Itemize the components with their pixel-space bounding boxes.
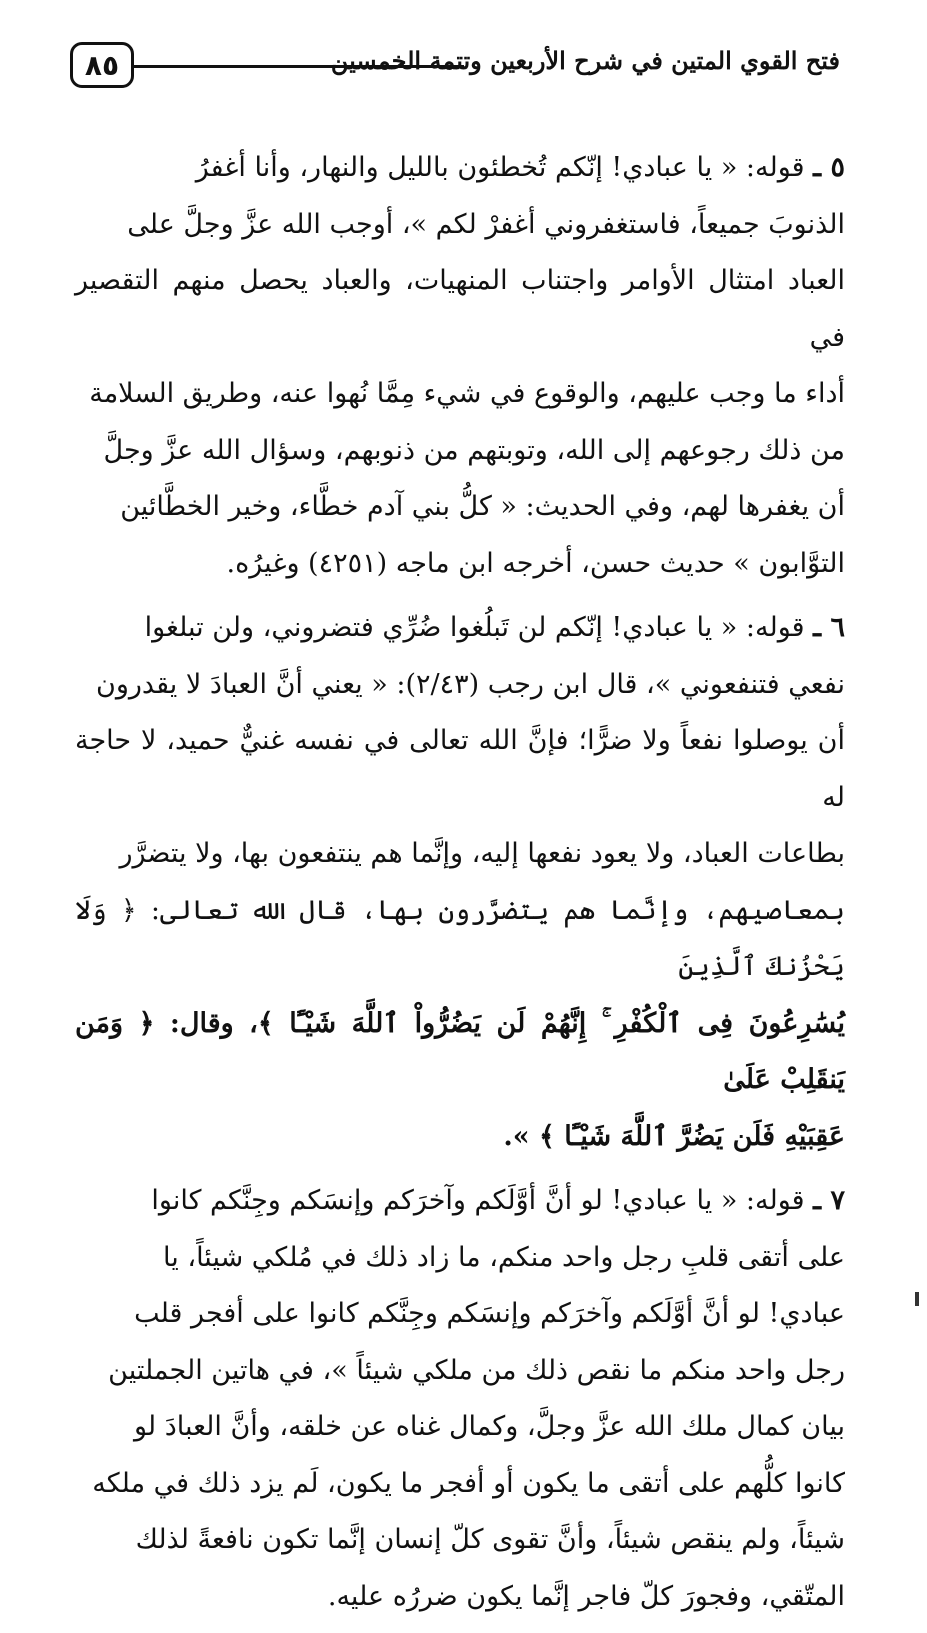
- quran-verse-line: يُسَٰرِعُونَ فِى ٱلْكُفْرِ ۚ إِنَّهُمْ لَن يَضُرُّواْ ٱللَّهَ شَيْـًٔا ﴾، وقال: ﴿ وَمَن يَنقَلِبْ عَلَىٰ: [75, 1007, 845, 1095]
- text-line: العباد امتثال الأوامر واجتناب المنهيات، والعباد يحصل منهم التقصير في: [75, 265, 845, 353]
- page-header: [70, 42, 840, 92]
- paragraph-number: ٦ ـ: [813, 612, 845, 643]
- text-line: المتّقي، وفجورَ كلّ فاجر إنَّما يكون ضررُه عليه.: [327, 1580, 845, 1612]
- text-line: شيئاً، ولم ينقص شيئاً، وأنَّ تقوى كلّ إنسان إنَّما تكون نافعةً لذلك: [135, 1524, 845, 1555]
- text-line: كانوا كلُّهم على أتقى ما يكون أو أفجر ما يكون، لَم يزد ذلك في ملكه: [92, 1467, 845, 1499]
- text-line: أن يوصلوا نفعاً ولا ضرًّا؛ فإنَّ الله تعالى في نفسه غنيٌّ حميد، لا حاجة له: [75, 725, 845, 813]
- text-line: رجل واحد منكم ما نقص ذلك من ملكي شيئاً »، في هاتين الجملتين: [108, 1354, 845, 1386]
- running-title: فتح القوي المتين في شرح الأربعين وتتمة الخمسين: [330, 46, 840, 75]
- text-line: عبادي! لو أنَّ أوَّلَكم وآخرَكم وإنسَكم وجِنَّكم كانوا على أفجر قلب: [134, 1298, 845, 1329]
- paragraph-6: [75, 600, 845, 1165]
- paragraph-number: ٥ ـ: [813, 152, 845, 183]
- paragraph-5: [75, 140, 845, 592]
- text-line: بيان كمال ملك الله عزَّ وجلَّ، وكمال غناه عن خلقه، وأنَّ العبادَ لو: [133, 1411, 845, 1442]
- paragraph-7: [75, 1173, 845, 1625]
- page-body: [75, 140, 845, 1633]
- text-line: التوَّابون » حديث حسن، أخرجه ابن ماجه (٤٢٥١) وغيرُه.: [226, 547, 845, 579]
- text-line: ٥ ـ قوله: « يا عبادي! إنّكم تُخطئون بالليل والنهار، وأنا أغفرُ: [195, 152, 845, 183]
- text-line: بطاعات العباد، ولا يعود نفعها إليه، وإنَّما هم ينتفعون بها، ولا يتضرَّر: [119, 838, 845, 869]
- paragraph-number: ٧ ـ: [813, 1185, 845, 1216]
- text-line: الذنوبَ جميعاً، فاستغفروني أغفرْ لكم »، أوجب الله عزَّ وجلَّ على: [127, 208, 845, 240]
- text-line: على أتقى قلبِ رجل واحد منكم، ما زاد ذلك في مُلكي شيئاً، يا: [163, 1241, 845, 1273]
- text-line: من ذلك رجوعهم إلى الله، وتوبتهم من ذنوبهم، وسؤال الله عزَّ وجلَّ: [103, 434, 845, 466]
- text-line: بمعاصيهم، وإنَّما هم يتضرَّرون بها، قال الله تعالى: ﴿ وَلَا يَحْزُنكَ ٱلَّذِينَ: [75, 894, 845, 982]
- text-line: ٧ ـ قوله: « يا عبادي! لو أنَّ أوَّلَكم وآخرَكم وإنسَكم وجِنَّكم كانوا: [151, 1185, 845, 1216]
- text-line: ٦ ـ قوله: « يا عبادي! إنّكم لن تَبلُغوا ضُرِّي فتضروني، ولن تبلغوا: [144, 612, 845, 643]
- page-number: ٨٥: [70, 42, 134, 88]
- quran-verse-line: عَقِبَيْهِ فَلَن يَضُرَّ ٱللَّهَ شَيْـًٔا ﴾ ».: [503, 1120, 845, 1152]
- scan-mark: [915, 1292, 919, 1306]
- text-line: أداء ما وجب عليهم، والوقوع في شيء مِمَّا نُهوا عنه، وطريق السلامة: [89, 378, 845, 409]
- text-line: نفعي فتنفعوني »، قال ابن رجب (٢/٤٣): « يعني أنَّ العبادَ لا يقدرون: [96, 668, 845, 700]
- text-line: أن يغفرها لهم، وفي الحديث: « كلُّ بني آدم خطَّاء، وخير الخطَّائين: [120, 491, 845, 522]
